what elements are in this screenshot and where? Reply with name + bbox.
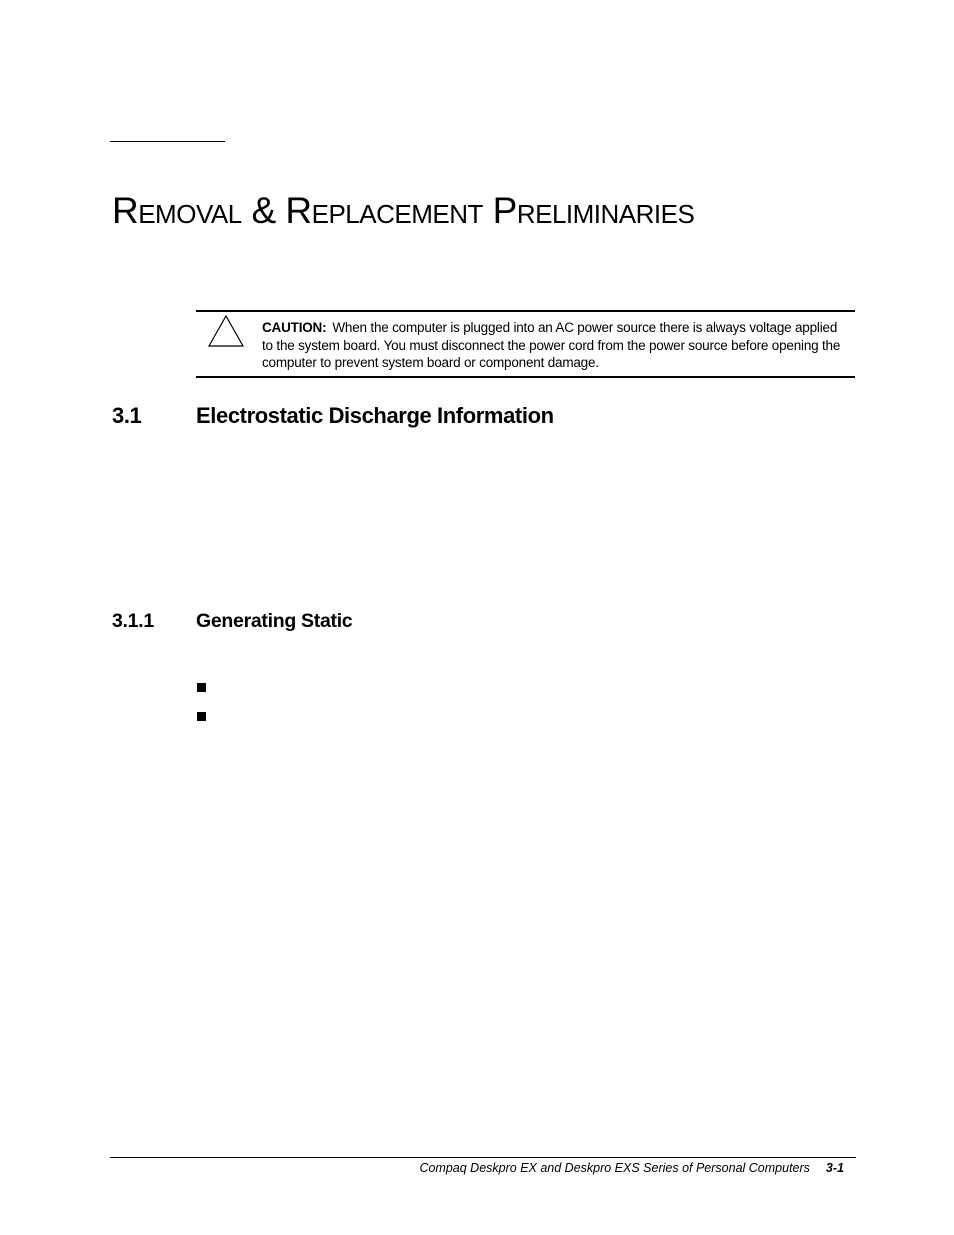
list-item-bullet <box>197 712 206 721</box>
footer-title: Compaq Deskpro EX and Deskpro EXS Series of Personal Computers <box>419 1161 810 1175</box>
page-footer <box>419 1161 844 1175</box>
caution-label: CAUTION: <box>262 320 327 335</box>
section-title: Electrostatic Discharge Information <box>196 403 554 428</box>
subsection-title: Generating Static <box>196 610 353 632</box>
section-number: 3.1 <box>112 403 142 428</box>
list-item-bullet <box>197 683 206 692</box>
caution-text <box>262 319 850 372</box>
caution-body: When the computer is plugged into an AC power source there is always voltage applied to the system board. You must disconnect the power cord from the power source before opening the computer to prevent system board or component damage. <box>262 320 841 370</box>
subsection-number: 3.1.1 <box>112 610 154 632</box>
chapter-title: Removal & Replacement Preliminaries <box>112 190 695 231</box>
caution-notice <box>196 310 855 378</box>
chapter-top-rule <box>110 141 225 142</box>
warning-triangle-icon <box>207 314 245 348</box>
page-number: 3-1 <box>825 1161 844 1175</box>
footer-rule <box>110 1157 856 1158</box>
